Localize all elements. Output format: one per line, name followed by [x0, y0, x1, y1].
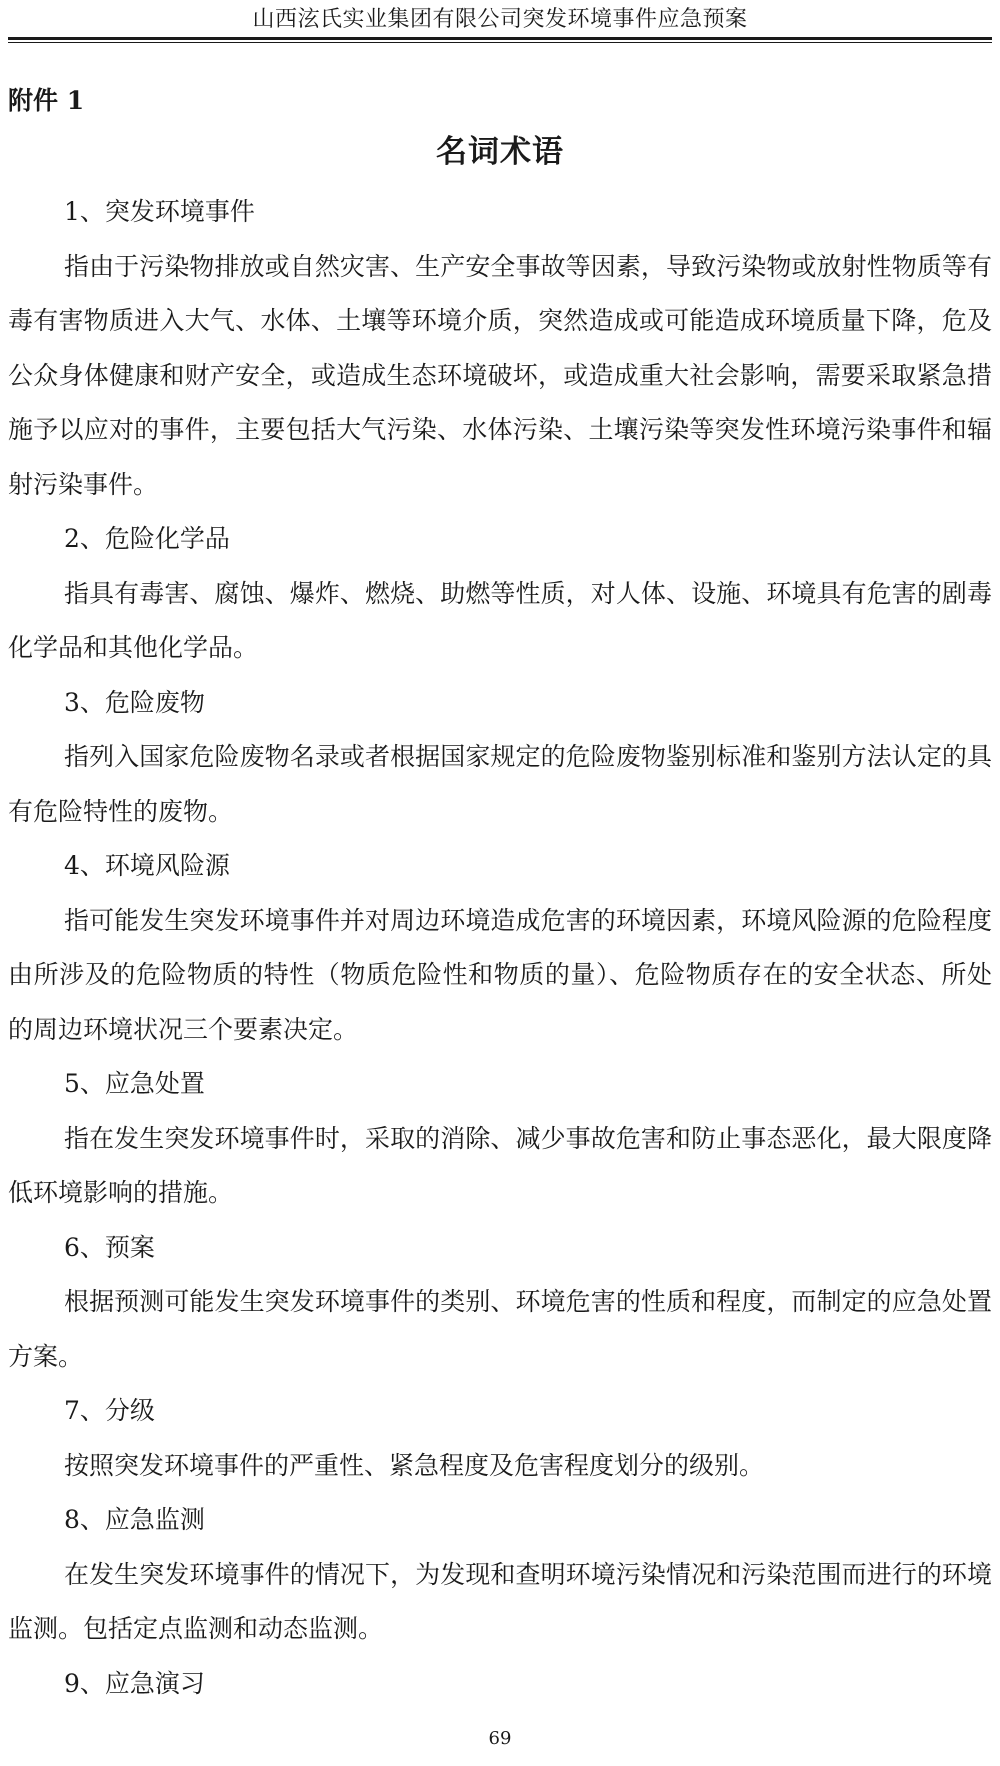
header-rule-thick [8, 37, 992, 40]
term-heading-9: 9、应急演习 [64, 1668, 205, 1698]
term-definition-6: 根据预测可能发生突发环境事件的类别、环境危害的性质和程度，而制定的应急处置方案。 [8, 1287, 992, 1371]
term-heading-4: 4、环境风险源 [64, 851, 230, 880]
term-definition-2: 指具有毒害、腐蚀、爆炸、燃烧、助燃等性质，对人体、设施、环境具有危害的剧毒化学品和其他化学品。 [8, 578, 992, 662]
document-title: 名词术语 [436, 134, 564, 170]
term-heading-8: 8、应急监测 [64, 1505, 205, 1534]
page-header-title: 山西泫氏实业集团有限公司突发环境事件应急预案 [252, 7, 748, 32]
term-heading-2: 2、危险化学品 [64, 524, 230, 553]
header-rule-thin [8, 42, 992, 43]
term-definition-5: 指在发生突发环境事件时，采取的消除、减少事故危害和防止事态恶化，最大限度降低环境影响的措施。 [8, 1123, 992, 1207]
term-heading-6: 6、预案 [64, 1232, 155, 1262]
term-definition-1: 指由于污染物排放或自然灾害、生产安全事故等因素，导致污染物或放射性物质等有毒有害物质进入大气、水体、土壤等环境介质，突然造成或可能造成环境质量下降，危及公众身体健康和财产安全，或造成生态环境破坏，或造成重大社会影响，需要采取紧急措施予以应对的事件，主要包括大气污染、水体污染、土壤污染等突发性环境污染事件和辐射污染事件。 [8, 251, 992, 499]
term-heading-3: 3、危险废物 [64, 687, 205, 717]
term-heading-1: 1、突发环境事件 [64, 197, 255, 226]
term-heading-5: 5、应急处置 [64, 1069, 205, 1098]
term-definition-8: 在发生突发环境事件的情况下，为发现和查明环境污染情况和污染范围而进行的环境监测。包括定点监测和动态监测。 [8, 1559, 992, 1643]
term-definition-7: 按照突发环境事件的严重性、紧急程度及危害程度划分的级别。 [64, 1450, 765, 1480]
term-definition-4: 指可能发生突发环境事件并对周边环境造成危害的环境因素，环境风险源的危险程度由所涉及的危险物质的特性（物质危险性和物质的量）、危险物质存在的安全状态、所处的周边环境状况三个要素决定。 [8, 905, 992, 1044]
term-heading-7: 7、分级 [64, 1396, 155, 1425]
page-number: 69 [488, 1728, 512, 1749]
terms-content [8, 185, 992, 1711]
term-definition-3: 指列入国家危险废物名录或者根据国家规定的危险废物鉴别标准和鉴别方法认定的具有危险特性的废物。 [8, 742, 992, 826]
attachment-label: 附件 1 [8, 86, 85, 115]
